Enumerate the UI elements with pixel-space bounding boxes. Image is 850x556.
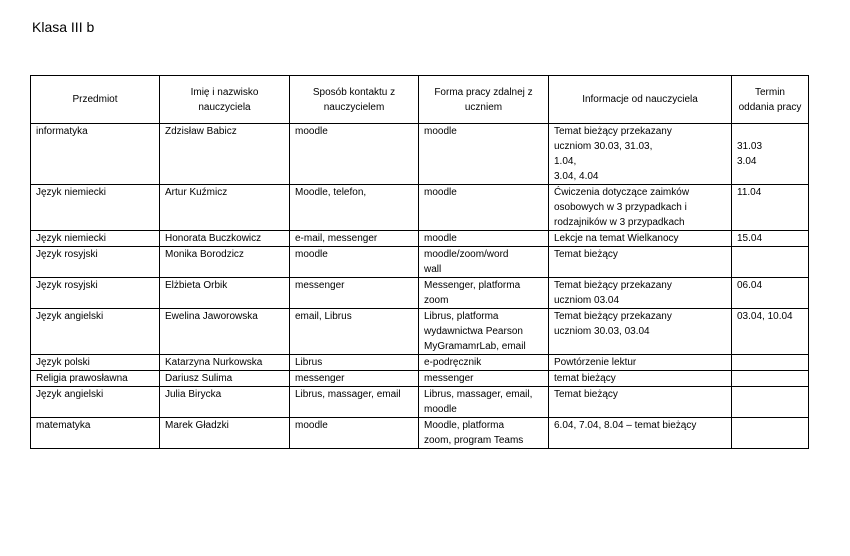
teacher-info-cell: temat bieżący: [549, 371, 732, 387]
work-form-cell: Librus, platforma wydawnictwa Pearson MyGramamrLab, email: [419, 309, 549, 355]
header-teacher-name: Imię i nazwisko nauczyciela: [160, 76, 290, 124]
header-teacher-info: Informacje od nauczyciela: [549, 76, 732, 124]
subject-cell: Język angielski: [31, 309, 160, 355]
subject-cell: Język rosyjski: [31, 278, 160, 309]
teacher-info-cell: Temat bieżący: [549, 387, 732, 418]
teacher-info-cell: 6.04, 7.04, 8.04 – temat bieżący: [549, 418, 732, 449]
document-title: Klasa III b: [32, 19, 95, 35]
work-form-cell: e-podręcznik: [419, 355, 549, 371]
table-row: [31, 387, 809, 418]
due-date-cell: [732, 418, 809, 449]
table-row: [31, 418, 809, 449]
contact-method-cell: Librus, massager, email: [290, 387, 419, 418]
teacher-name-cell: Marek Gładzki: [160, 418, 290, 449]
table-row: [31, 124, 809, 185]
subject-cell: matematyka: [31, 418, 160, 449]
teacher-info-cell: Temat bieżący przekazany uczniom 30.03, 03.04: [549, 309, 732, 355]
table-row: [31, 371, 809, 387]
teacher-name-cell: Honorata Buczkowicz: [160, 231, 290, 247]
teacher-info-cell: Temat bieżący przekazany uczniom 03.04: [549, 278, 732, 309]
contact-method-cell: moodle: [290, 418, 419, 449]
teacher-name-cell: Julia Birycka: [160, 387, 290, 418]
teacher-info-cell: Powtórzenie lektur: [549, 355, 732, 371]
header-due-date: Termin oddania pracy: [732, 76, 809, 124]
subject-cell: Religia prawosławna: [31, 371, 160, 387]
work-form-cell: Moodle, platforma zoom, program Teams: [419, 418, 549, 449]
schedule-table: [30, 75, 809, 449]
subject-cell: informatyka: [31, 124, 160, 185]
teacher-name-cell: Artur Kuźmicz: [160, 185, 290, 231]
table-row: [31, 185, 809, 231]
work-form-cell: Librus, massager, email, moodle: [419, 387, 549, 418]
contact-method-cell: email, Librus: [290, 309, 419, 355]
contact-method-cell: messenger: [290, 278, 419, 309]
subject-cell: Język polski: [31, 355, 160, 371]
teacher-name-cell: Katarzyna Nurkowska: [160, 355, 290, 371]
teacher-info-cell: Temat bieżący: [549, 247, 732, 278]
contact-method-cell: e-mail, messenger: [290, 231, 419, 247]
work-form-cell: moodle: [419, 231, 549, 247]
table-row: [31, 247, 809, 278]
table-row: [31, 309, 809, 355]
teacher-info-cell: Temat bieżący przekazany uczniom 30.03, 31.03, 1.04, 3.04, 4.04: [549, 124, 732, 185]
due-date-cell: 06.04: [732, 278, 809, 309]
teacher-info-cell: Ćwiczenia dotyczące zaimków osobowych w 3 przypadkach i rodzajników w 3 przypadkach: [549, 185, 732, 231]
teacher-name-cell: Dariusz Sulima: [160, 371, 290, 387]
teacher-info-cell: Lekcje na temat Wielkanocy: [549, 231, 732, 247]
due-date-cell: 11.04: [732, 185, 809, 231]
due-date-cell: [732, 247, 809, 278]
contact-method-cell: Moodle, telefon,: [290, 185, 419, 231]
due-date-cell: 15.04: [732, 231, 809, 247]
table-row: [31, 231, 809, 247]
teacher-name-cell: Elżbieta Orbik: [160, 278, 290, 309]
contact-method-cell: moodle: [290, 124, 419, 185]
subject-cell: Język angielski: [31, 387, 160, 418]
work-form-cell: Messenger, platforma zoom: [419, 278, 549, 309]
table-row: [31, 278, 809, 309]
work-form-cell: moodle: [419, 124, 549, 185]
header-subject: Przedmiot: [31, 76, 160, 124]
subject-cell: Język niemiecki: [31, 231, 160, 247]
teacher-name-cell: Monika Borodzicz: [160, 247, 290, 278]
due-date-cell: [732, 387, 809, 418]
header-remote-work-form: Forma pracy zdalnej z uczniem: [419, 76, 549, 124]
contact-method-cell: moodle: [290, 247, 419, 278]
header-contact-method: Sposób kontaktu z nauczycielem: [290, 76, 419, 124]
due-date-cell: [732, 355, 809, 371]
table-header-row: [31, 76, 809, 124]
work-form-cell: moodle: [419, 185, 549, 231]
work-form-cell: messenger: [419, 371, 549, 387]
work-form-cell: moodle/zoom/word wall: [419, 247, 549, 278]
due-date-cell: 31.03 3.04: [732, 124, 809, 185]
contact-method-cell: Librus: [290, 355, 419, 371]
teacher-name-cell: Zdzisław Babicz: [160, 124, 290, 185]
due-date-cell: [732, 371, 809, 387]
due-date-cell: 03.04, 10.04: [732, 309, 809, 355]
table-row: [31, 355, 809, 371]
subject-cell: Język rosyjski: [31, 247, 160, 278]
subject-cell: Język niemiecki: [31, 185, 160, 231]
teacher-name-cell: Ewelina Jaworowska: [160, 309, 290, 355]
contact-method-cell: messenger: [290, 371, 419, 387]
